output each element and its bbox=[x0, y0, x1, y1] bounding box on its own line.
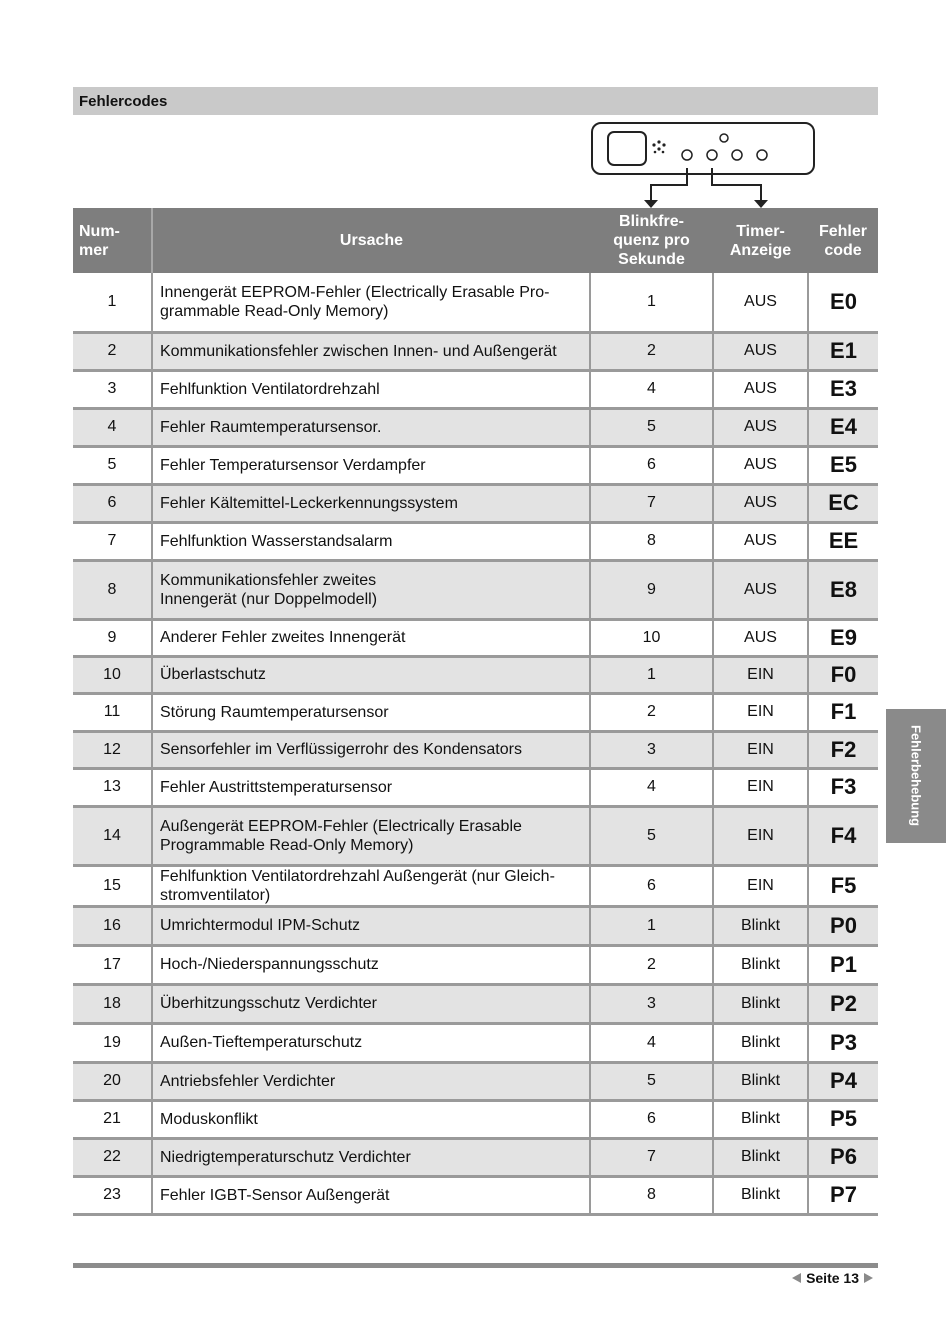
row-number: 2 bbox=[73, 332, 152, 370]
row-blink-frequency: 1 bbox=[590, 656, 713, 693]
row-cause: Störung Raumtemperatursensor bbox=[152, 693, 590, 731]
row-cause: Kommunikationsfehler zwischen Innen- und Außengerät bbox=[152, 332, 590, 370]
row-error-code: P4 bbox=[808, 1062, 878, 1100]
row-blink-frequency: 6 bbox=[590, 865, 713, 906]
row-error-code: F3 bbox=[808, 768, 878, 806]
row-blink-frequency: 4 bbox=[590, 768, 713, 806]
row-error-code: P2 bbox=[808, 984, 878, 1023]
row-error-code: P3 bbox=[808, 1023, 878, 1062]
row-number: 13 bbox=[73, 768, 152, 806]
row-cause: Moduskonflikt bbox=[152, 1100, 590, 1138]
row-error-code: F1 bbox=[808, 693, 878, 731]
chapter-tab-label: Fehlerbehebung bbox=[908, 725, 924, 827]
row-timer-display: Blinkt bbox=[713, 945, 808, 984]
row-timer-display: EIN bbox=[713, 656, 808, 693]
table-row bbox=[73, 1100, 878, 1138]
table-row bbox=[73, 865, 878, 906]
row-error-code: EE bbox=[808, 522, 878, 560]
row-cause: Überlastschutz bbox=[152, 656, 590, 693]
row-error-code: F2 bbox=[808, 731, 878, 768]
row-blink-frequency: 1 bbox=[590, 273, 713, 332]
row-cause: Fehlfunktion Ventilatordrehzahl Außengerät (nur Gleich- stromventilator) bbox=[152, 865, 590, 906]
row-error-code: E9 bbox=[808, 619, 878, 656]
row-cause: Fehlfunktion Ventilatordrehzahl bbox=[152, 370, 590, 408]
table-row bbox=[73, 522, 878, 560]
row-number: 1 bbox=[73, 273, 152, 332]
header-timer-display: Timer- Anzeige bbox=[713, 208, 808, 273]
row-blink-frequency: 8 bbox=[590, 1176, 713, 1214]
table-row bbox=[73, 768, 878, 806]
row-timer-display: AUS bbox=[713, 484, 808, 522]
section-title: Fehlercodes bbox=[73, 87, 878, 115]
previous-arrow-icon bbox=[792, 1273, 801, 1283]
footer-rule bbox=[73, 1263, 878, 1268]
row-timer-display: Blinkt bbox=[713, 984, 808, 1023]
row-timer-display: EIN bbox=[713, 865, 808, 906]
row-error-code: F4 bbox=[808, 806, 878, 865]
table-row bbox=[73, 332, 878, 370]
row-blink-frequency: 4 bbox=[590, 1023, 713, 1062]
row-number: 19 bbox=[73, 1023, 152, 1062]
row-cause: Innengerät EEPROM-Fehler (Electrically Erasable Pro- grammable Read-Only Memory) bbox=[152, 273, 590, 332]
header-cause: Ursache bbox=[152, 208, 590, 273]
row-number: 12 bbox=[73, 731, 152, 768]
row-number: 21 bbox=[73, 1100, 152, 1138]
row-error-code: P1 bbox=[808, 945, 878, 984]
row-cause: Überhitzungsschutz Verdichter bbox=[152, 984, 590, 1023]
row-cause: Umrichtermodul IPM-Schutz bbox=[152, 906, 590, 945]
header-blink-frequency: Blinkfre- quenz pro Sekunde bbox=[590, 208, 713, 273]
row-error-code: EC bbox=[808, 484, 878, 522]
row-timer-display: Blinkt bbox=[713, 1062, 808, 1100]
table-row bbox=[73, 656, 878, 693]
row-number: 7 bbox=[73, 522, 152, 560]
page-number bbox=[792, 1270, 873, 1286]
page-number-label: Seite 13 bbox=[806, 1270, 859, 1286]
table-row bbox=[73, 408, 878, 446]
table-row bbox=[73, 619, 878, 656]
row-blink-frequency: 2 bbox=[590, 945, 713, 984]
row-timer-display: Blinkt bbox=[713, 1100, 808, 1138]
row-error-code: E1 bbox=[808, 332, 878, 370]
table-row bbox=[73, 806, 878, 865]
row-blink-frequency: 6 bbox=[590, 1100, 713, 1138]
row-number: 20 bbox=[73, 1062, 152, 1100]
row-timer-display: EIN bbox=[713, 731, 808, 768]
row-timer-display: EIN bbox=[713, 768, 808, 806]
table-row bbox=[73, 1062, 878, 1100]
row-error-code: E0 bbox=[808, 273, 878, 332]
header-number: Num- mer bbox=[73, 208, 152, 273]
row-number: 3 bbox=[73, 370, 152, 408]
row-cause: Sensorfehler im Verflüssigerrohr des Kondensators bbox=[152, 731, 590, 768]
row-error-code: F5 bbox=[808, 865, 878, 906]
row-cause: Kommunikationsfehler zweites Innengerät (nur Doppelmodell) bbox=[152, 560, 590, 619]
row-blink-frequency: 10 bbox=[590, 619, 713, 656]
next-arrow-icon bbox=[864, 1273, 873, 1283]
error-codes-table bbox=[73, 208, 878, 1216]
row-number: 9 bbox=[73, 619, 152, 656]
row-error-code: E3 bbox=[808, 370, 878, 408]
table-row bbox=[73, 273, 878, 332]
table-row bbox=[73, 1176, 878, 1214]
row-blink-frequency: 1 bbox=[590, 906, 713, 945]
row-timer-display: AUS bbox=[713, 332, 808, 370]
table-row bbox=[73, 446, 878, 484]
row-timer-display: Blinkt bbox=[713, 1138, 808, 1176]
table-row bbox=[73, 484, 878, 522]
row-error-code: F0 bbox=[808, 656, 878, 693]
row-cause: Fehler Kältemittel-Leckerkennungssystem bbox=[152, 484, 590, 522]
row-cause: Fehler IGBT-Sensor Außengerät bbox=[152, 1176, 590, 1214]
row-cause: Außengerät EEPROM-Fehler (Electrically Erasable Programmable Read-Only Memory) bbox=[152, 806, 590, 865]
row-cause: Antriebsfehler Verdichter bbox=[152, 1062, 590, 1100]
table-row bbox=[73, 906, 878, 945]
row-number: 5 bbox=[73, 446, 152, 484]
row-cause: Außen-Tieftemperaturschutz bbox=[152, 1023, 590, 1062]
row-number: 11 bbox=[73, 693, 152, 731]
row-cause: Niedrigtemperaturschutz Verdichter bbox=[152, 1138, 590, 1176]
row-blink-frequency: 2 bbox=[590, 693, 713, 731]
row-blink-frequency: 5 bbox=[590, 1062, 713, 1100]
row-error-code: P0 bbox=[808, 906, 878, 945]
row-timer-display: AUS bbox=[713, 273, 808, 332]
row-number: 4 bbox=[73, 408, 152, 446]
row-blink-frequency: 3 bbox=[590, 731, 713, 768]
row-cause: Fehlfunktion Wasserstandsalarm bbox=[152, 522, 590, 560]
row-number: 23 bbox=[73, 1176, 152, 1214]
table-row bbox=[73, 1138, 878, 1176]
row-number: 6 bbox=[73, 484, 152, 522]
table-row bbox=[73, 693, 878, 731]
row-number: 16 bbox=[73, 906, 152, 945]
row-number: 15 bbox=[73, 865, 152, 906]
row-blink-frequency: 4 bbox=[590, 370, 713, 408]
table-header-row bbox=[73, 208, 878, 273]
row-error-code: P5 bbox=[808, 1100, 878, 1138]
row-timer-display: AUS bbox=[713, 370, 808, 408]
table-row bbox=[73, 560, 878, 619]
row-cause: Hoch-/Niederspannungsschutz bbox=[152, 945, 590, 984]
row-blink-frequency: 5 bbox=[590, 806, 713, 865]
row-timer-display: AUS bbox=[713, 619, 808, 656]
table-row bbox=[73, 945, 878, 984]
row-blink-frequency: 9 bbox=[590, 560, 713, 619]
row-blink-frequency: 7 bbox=[590, 484, 713, 522]
row-number: 10 bbox=[73, 656, 152, 693]
row-error-code: E5 bbox=[808, 446, 878, 484]
row-cause: Fehler Raumtemperatursensor. bbox=[152, 408, 590, 446]
row-timer-display: Blinkt bbox=[713, 1023, 808, 1062]
table-row bbox=[73, 984, 878, 1023]
row-blink-frequency: 3 bbox=[590, 984, 713, 1023]
row-blink-frequency: 8 bbox=[590, 522, 713, 560]
row-blink-frequency: 6 bbox=[590, 446, 713, 484]
row-number: 18 bbox=[73, 984, 152, 1023]
row-error-code: E8 bbox=[808, 560, 878, 619]
row-timer-display: AUS bbox=[713, 560, 808, 619]
chapter-tab bbox=[886, 709, 946, 843]
row-blink-frequency: 5 bbox=[590, 408, 713, 446]
row-cause: Fehler Temperatursensor Verdampfer bbox=[152, 446, 590, 484]
row-number: 17 bbox=[73, 945, 152, 984]
row-timer-display: AUS bbox=[713, 522, 808, 560]
row-blink-frequency: 2 bbox=[590, 332, 713, 370]
row-number: 22 bbox=[73, 1138, 152, 1176]
row-number: 14 bbox=[73, 806, 152, 865]
row-blink-frequency: 7 bbox=[590, 1138, 713, 1176]
row-error-code: P6 bbox=[808, 1138, 878, 1176]
row-timer-display: EIN bbox=[713, 693, 808, 731]
row-timer-display: Blinkt bbox=[713, 1176, 808, 1214]
row-cause: Anderer Fehler zweites Innengerät bbox=[152, 619, 590, 656]
table-row bbox=[73, 731, 878, 768]
row-error-code: E4 bbox=[808, 408, 878, 446]
table-row bbox=[73, 370, 878, 408]
row-error-code: P7 bbox=[808, 1176, 878, 1214]
row-timer-display: AUS bbox=[713, 408, 808, 446]
row-number: 8 bbox=[73, 560, 152, 619]
header-error-code: Fehler code bbox=[808, 208, 878, 273]
row-timer-display: AUS bbox=[713, 446, 808, 484]
row-timer-display: EIN bbox=[713, 806, 808, 865]
table-row bbox=[73, 1023, 878, 1062]
row-cause: Fehler Austrittstemperatursensor bbox=[152, 768, 590, 806]
row-timer-display: Blinkt bbox=[713, 906, 808, 945]
indoor-display-panel-diagram bbox=[560, 118, 850, 213]
